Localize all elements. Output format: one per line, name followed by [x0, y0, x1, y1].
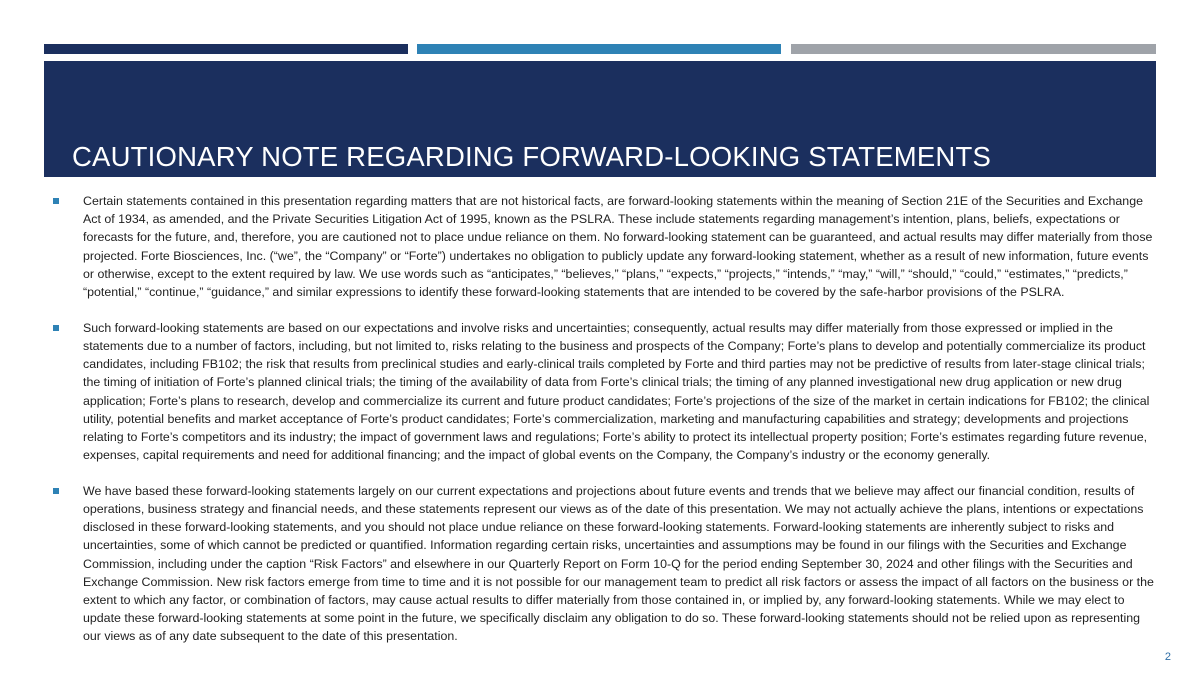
- page-number: 2: [1164, 651, 1171, 663]
- square-bullet-icon: [53, 488, 59, 494]
- square-bullet-icon: [53, 198, 59, 204]
- bullet-text: We have based these forward-looking statements largely on our current expectations and projections about future events and trends that we believe may affect our financial condition, results of operations, business strategy and financial needs, and these statements represent our views as of the date of this presentation. We may not actually achieve the plans, intentions or expectations disclosed in these forward-looking statements, and you should not place undue reliance on these forward-looking statements. Forward-looking statements are inherently subject to risks and uncertainties, some of which cannot be predicted or quantified. Information regarding certain risks, uncertainties and assumptions may be found in our filings with the Securities and Exchange Commission, including under the caption “Risk Factors” and elsewhere in our Quarterly Report on Form 10-Q for the period ending September 30, 2024 and other filings with the Securities and Exchange Commission. New risk factors emerge from time to time and it is not possible for our management team to predict all risk factors or assess the impact of all factors on the business or the extent to which any factor, or combination of factors, may cause actual results to differ materially from those contained in, or implied by, any forward-looking statements. While we may elect to update these forward-looking statements at some point in the future, we specifically disclaim any obligation to do so. These forward-looking statements should not be relied upon as representing our views as of any date subsequent to the date of this presentation.: [83, 483, 1154, 644]
- accent-stripe-navy: [44, 44, 408, 54]
- bullet-list: [44, 192, 1156, 663]
- bullet-text: Such forward-looking statements are based on our expectations and involve risks and uncertainties; consequently, actual results may differ materially from those expressed or implied in the statements due to a number of factors, including, but not limited to, risks relating to the business and prospects of the Company; Forte’s plans to develop and potentially commercialize its product candidates, including FB102; the risk that results from preclinical studies and early-clinical trails completed by Forte and third parties may not be predictive of results from later-stage clinical trials; the timing of initiation of Forte’s planned clinical trials; the timing of the availability of data from Forte’s clinical trials; the timing of any planned investigational new drug application or new drug application; Forte’s plans to research, develop and commercialize its current and future product candidates; Forte’s projections of the size of the market in certain indications for FB102; the clinical utility, potential benefits and market acceptance of Forte’s product candidates; Forte’s commercialization, marketing and manufacturing capabilities and strategy; developments and projections relating to Forte’s competitors and its industry; the impact of government laws and regulations; Forte’s ability to protect its intellectual property position; Forte’s estimates regarding future revenue, expenses, capital requirements and need for additional financing; and the impact of global events on the Company, the Company’s industry or the economy generally.: [83, 320, 1150, 463]
- list-item: [44, 319, 1156, 465]
- accent-stripe-gray: [791, 44, 1156, 54]
- page-title: CAUTIONARY NOTE REGARDING FORWARD-LOOKING STATEMENTS: [72, 141, 992, 172]
- list-item: [44, 192, 1156, 301]
- bullet-text: Certain statements contained in this presentation regarding matters that are not historical facts, are forward-looking statements within the meaning of Section 21E of the Securities and Exchange Act of 1934, as amended, and the Private Securities Litigation Act of 1995, known as the PSLRA. These include statements regarding management’s intention, plans, beliefs, expectations or forecasts for the future, and, therefore, you are cautioned not to place undue reliance on them. No forward-looking statement can be guaranteed, and actual results may differ materially from those projected. Forte Biosciences, Inc. (“we”, the “Company” or “Forte”) undertakes no obligation to publicly update any forward-looking statement, whether as a result of new information, future events or otherwise, except to the extent required by law. We use words such as “anticipates,” “believes,” “plans,” “expects,” “projects,” “intends,” “may,” “will,” “should,” “could,” “estimates,” “predicts,” “potential,” “continue,” “guidance,” and similar expressions to identify these forward-looking statements that are intended to be covered by the safe-harbor provisions of the PSLRA.: [83, 194, 1153, 300]
- accent-stripe-blue: [417, 44, 781, 54]
- title-banner: [44, 61, 1156, 177]
- square-bullet-icon: [53, 325, 59, 331]
- list-item: [44, 482, 1156, 646]
